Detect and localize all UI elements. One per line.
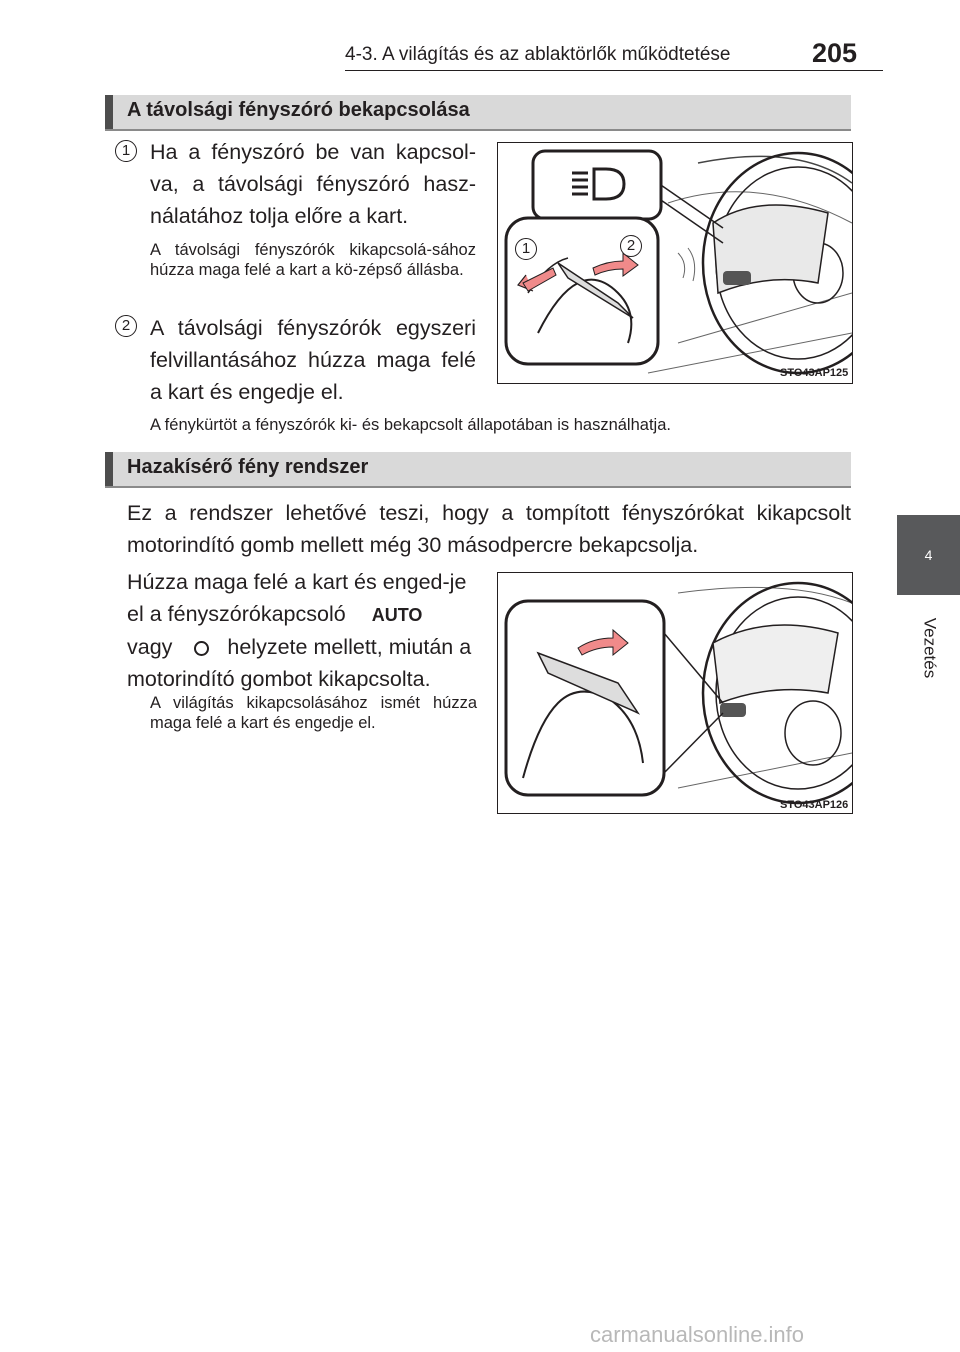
section2-instruction (127, 566, 477, 695)
figure-code: STO43AP126 (780, 799, 849, 811)
step2-text: A távolsági fényszórók egyszeri felvillantásához húzza maga felé a kart és engedje el. (150, 316, 476, 404)
step1-text: Ha a fényszóró be van kapcsol-va, a távolsági fényszóró hasz-nálatához tolja előre a kart. (150, 140, 476, 228)
section2-intro: Ez a rendszer lehetővé teszi, hogy a tompított fényszórókat kikapcsolt motorindító gomb mellett még 30 másodpercre bekapcsolja. (127, 501, 851, 557)
step1-note: A távolsági fényszórók kikapcsolá-sához húzza maga felé a kart a kö-zépső állásba. (150, 241, 476, 279)
chapter-tab[interactable]: 4 (897, 515, 960, 595)
step-number-1: 1 (115, 140, 137, 162)
header-rule (345, 70, 883, 71)
arrow-label-2: 2 (620, 235, 642, 257)
chapter-label-text: Vezetés (920, 617, 940, 679)
instruction-part2: vagy (127, 635, 173, 659)
flash-footnote: A fénykürtöt a fényszórók ki- és bekapcsolt állapotában is használhatja. (150, 416, 671, 434)
section-heading-text: A távolsági fényszóró bekapcsolása (127, 99, 470, 121)
section-accent (105, 452, 113, 486)
lever-illustration (498, 143, 852, 383)
instruction-part1: Húzza maga felé a kart és enged-je el a fényszórókapcsoló (127, 570, 467, 626)
section-heading-text: Hazakísérő fény rendszer (127, 456, 369, 478)
section-accent (105, 95, 113, 129)
section-heading-follow-me-home (105, 452, 851, 488)
section-heading-high-beam (105, 95, 851, 131)
auto-icon: AUTO (371, 605, 423, 625)
arrow-label-1: 1 (515, 238, 537, 260)
lever-illustration-2 (498, 573, 852, 813)
figure-follow-me-home-lever (497, 572, 853, 814)
figure-code: STO43AP125 (780, 367, 849, 379)
page-number: 205 (812, 38, 858, 68)
watermark: carmanualsonline.info (590, 1322, 805, 1347)
high-beam-icon (570, 165, 630, 205)
off-circle-icon (194, 641, 209, 656)
instruction-part3: helyzete mellett, miután a motorindító gombot kikapcsolta. (127, 635, 472, 691)
running-header-title: 4-3. A világítás és az ablaktörlők működtetése (345, 44, 731, 65)
figure-high-beam-lever (497, 142, 853, 384)
step-number-2: 2 (115, 315, 137, 337)
chapter-label (897, 600, 960, 700)
section2-note: A világítás kikapcsolásához ismét húzza maga felé a kart és engedje el. (150, 694, 477, 732)
